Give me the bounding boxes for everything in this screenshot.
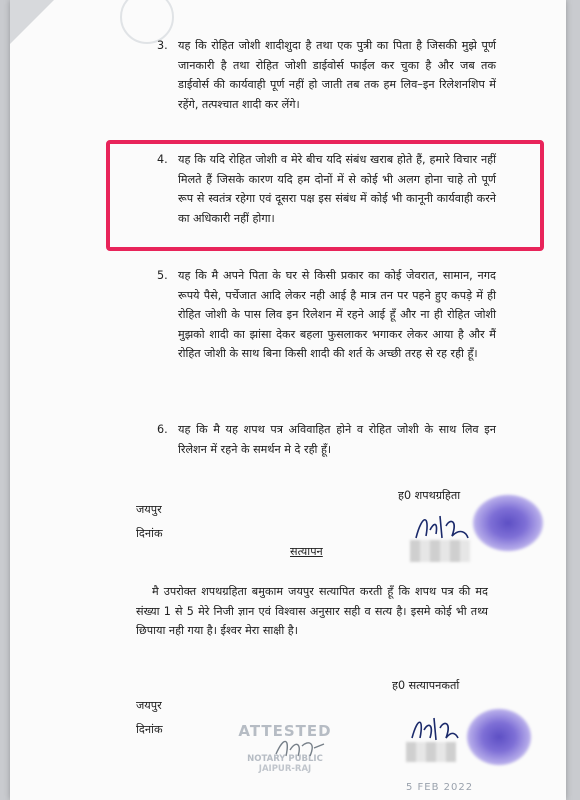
item-text: यह कि यदि रोहित जोशी व मेरे बीच यदि संबंध खराब होते हैं, हमारे विचार नहीं मिलते हैं जिसके कारण यदि हम दोनों में से कोई भी अलग होना चाहे तो पूर्ण रूप से स्वतंत्र रहेगा एवं दूसरा पक्ष इस संबंध में कोई भी कानूनी कार्यवाही करने का अधिकारी नहीं होगा। bbox=[178, 153, 496, 225]
stamp-line1: NOTARY PUBLIC bbox=[247, 754, 323, 764]
item-text: यह कि मै यह शपथ पत्र अविवाहित होने व रोहित जोशी के साथ लिव इन रिलेशन में रहने के समर्थन मे दे रही हूँ। bbox=[178, 423, 496, 456]
deponent-sign-label: ह0 शपथग्रहिता bbox=[398, 489, 461, 502]
notary-signature bbox=[272, 734, 328, 764]
redacted-area bbox=[410, 540, 470, 562]
item-text: यह कि रोहित जोशी शादीशुदा है तथा एक पुत्री का पिता है जिसकी मुझे पूर्ण जानकारी है तथा रोहित जोशी डाईवोर्स फाईल कर चुका है और जब तक डाईवोर्स की कार्यवाही पूर्ण नहीं हो जाती तब तक हम लिव–इन रिलेशनशिप में रहेंगे, तत्पश्चात शादी कर लेंगे। bbox=[178, 39, 496, 111]
date-label: दिनांक bbox=[136, 527, 163, 540]
item-text: यह कि मै अपने पिता के घर से किसी प्रकार का कोई जेवरात, सामान, नगद रूपये पैसे, पर्चेजात आदि लेकर नही आई है मात्र तन पर पहने हुए कपड़े में ही रोहित जोशी के पास लिव इन रिलेशन में रहने आई हूँ और ना ही रोहित जोशी मुझको शादी का झांसा देकर बहला फुसलाकर भगाकर लेकर आया है और मैं रोहित जोशी के साथ बिना किसी शादी की शर्त के अच्छी तरह से रह रही हूँ। bbox=[178, 269, 496, 361]
date-label: दिनांक bbox=[136, 723, 163, 736]
stamp-title: ATTESTED bbox=[238, 722, 332, 740]
page-fold-corner bbox=[10, 0, 54, 44]
verifier-sign-label: ह0 सत्यापनकर्ता bbox=[392, 679, 460, 692]
place-label: जयपुर bbox=[136, 699, 162, 712]
date-stamp: 5 FEB 2022 bbox=[406, 782, 474, 793]
item-number: 3. bbox=[157, 39, 168, 52]
thumbprint bbox=[466, 708, 532, 766]
item-number: 5. bbox=[157, 269, 168, 282]
document-page bbox=[10, 0, 566, 800]
thumbprint bbox=[472, 494, 544, 552]
redacted-area bbox=[406, 742, 456, 762]
verification-text: मै उपरोक्त शपथग्रहिता बमुकाम जयपुर सत्यापित करती हूँ कि शपथ पत्र की मद संख्या 1 से 5 मेरे निजी ज्ञान एवं विश्वास अनुसार सही व सत्य है। इसमे कोई भी तथ्य छिपाया नही गया है। ईश्वर मेरा साक्षी है। bbox=[136, 585, 488, 638]
place-label: जयपुर bbox=[136, 503, 162, 516]
item-number: 4. bbox=[157, 153, 168, 166]
item-number: 6. bbox=[157, 423, 168, 436]
stamp-line2: JAIPUR-RAJ bbox=[258, 764, 312, 774]
verification-heading: सत्यापन bbox=[290, 545, 323, 558]
